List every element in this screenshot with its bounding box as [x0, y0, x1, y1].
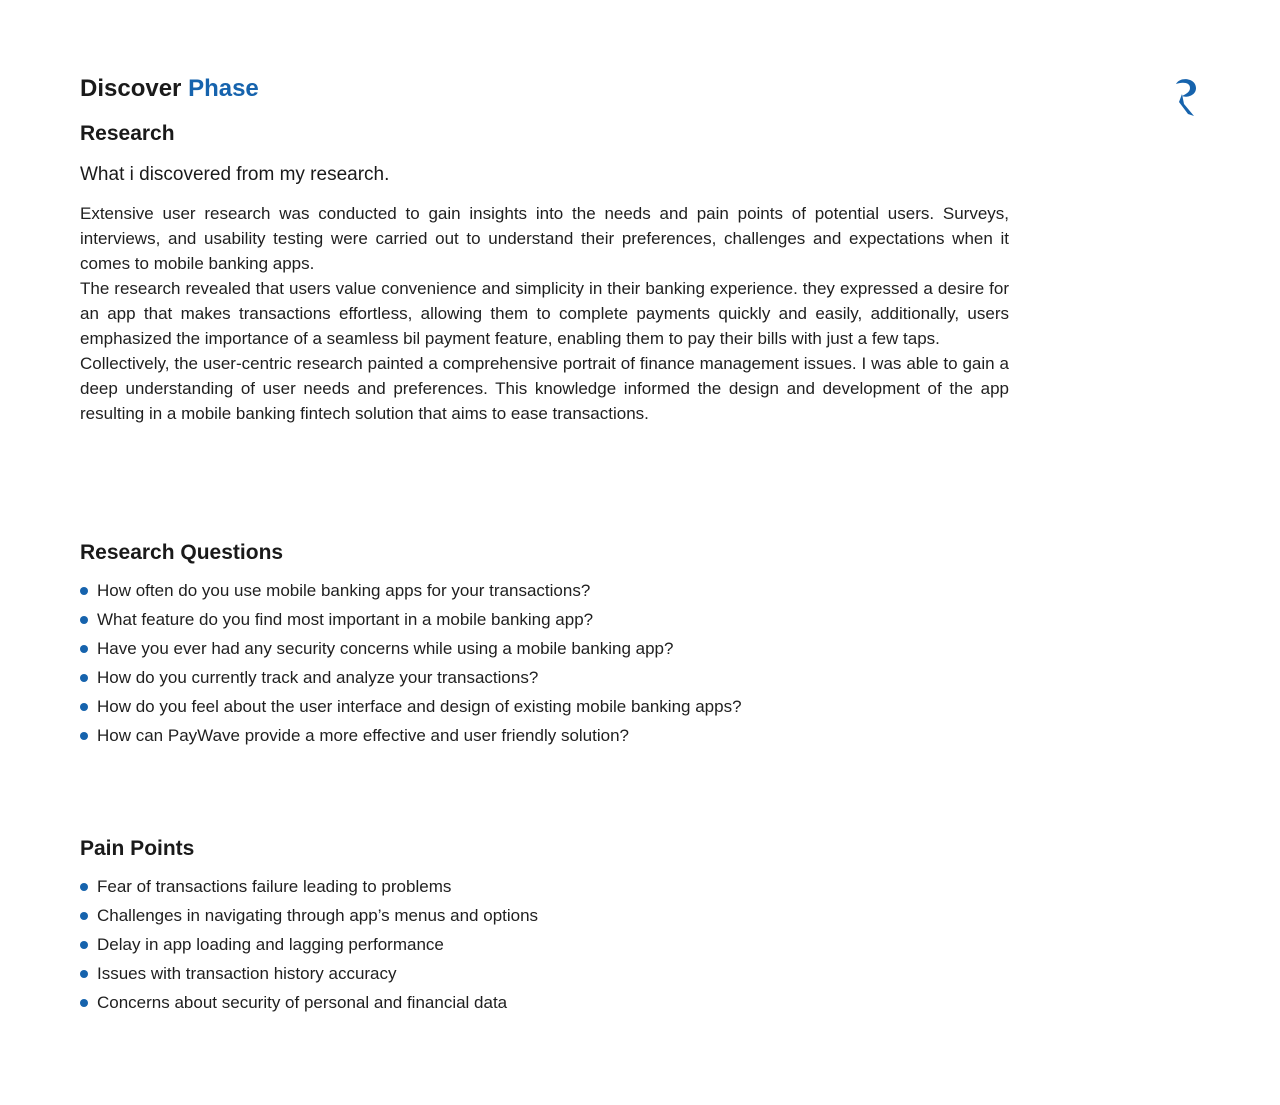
pain-points-list — [80, 872, 538, 1017]
page-title — [80, 74, 259, 104]
list-item: Fear of transactions failure leading to problems — [80, 872, 538, 901]
bullet-dot-icon — [80, 703, 88, 711]
title-accent: Phase — [188, 75, 259, 102]
research-paragraph: Collectively, the user-centric research painted a comprehensive portrait of finance management issues. I was able to gain a deep understanding of user needs and preferences. This knowledge informed the design and development of the app resulting in a mobile banking fintech solution that aims to ease transactions. — [80, 354, 1009, 423]
pain-points-heading: Pain Points — [80, 837, 195, 860]
bullet-dot-icon — [80, 674, 88, 682]
list-item: Concerns about security of personal and financial data — [80, 988, 538, 1017]
research-body — [80, 201, 1009, 426]
bullet-dot-icon — [80, 941, 88, 949]
list-item: How often do you use mobile banking apps for your transactions? — [80, 576, 742, 605]
title-main: Discover — [80, 75, 182, 102]
bullet-dot-icon — [80, 645, 88, 653]
bullet-dot-icon — [80, 587, 88, 595]
bullet-dot-icon — [80, 616, 88, 624]
list-item: How can PayWave provide a more effective and user friendly solution? — [80, 721, 742, 750]
list-item: Issues with transaction history accuracy — [80, 959, 538, 988]
list-item: Challenges in navigating through app’s menus and options — [80, 901, 538, 930]
research-subheading: What i discovered from my research. — [80, 164, 390, 185]
list-item: Have you ever had any security concerns while using a mobile banking app? — [80, 634, 742, 663]
research-questions-list — [80, 576, 742, 750]
list-item: How do you currently track and analyze your transactions? — [80, 663, 742, 692]
list-item: Delay in app loading and lagging performance — [80, 930, 538, 959]
research-heading: Research — [80, 122, 175, 145]
bullet-dot-icon — [80, 883, 88, 891]
bullet-dot-icon — [80, 732, 88, 740]
bullet-dot-icon — [80, 912, 88, 920]
research-paragraph: The research revealed that users value convenience and simplicity in their banking experience. they expressed a desire for an app that makes transactions effortless, allowing them to complete payments quickly and easily, additionally, users emphasized the importance of a seamless bil payment feature, enabling them to pay their bills with just a few taps. — [80, 279, 1009, 348]
bullet-dot-icon — [80, 970, 88, 978]
research-questions-heading: Research Questions — [80, 541, 284, 564]
research-paragraph: Extensive user research was conducted to gain insights into the needs and pain points of potential users. Surveys, interviews, and usability testing were carried out to understand their preferences, challenges and expectations when it comes to mobile banking apps. — [80, 204, 1009, 273]
list-item: What feature do you find most important in a mobile banking app? — [80, 605, 742, 634]
bullet-dot-icon — [80, 999, 88, 1007]
list-item: How do you feel about the user interface and design of existing mobile banking apps? — [80, 692, 742, 721]
paywave-logo-icon — [1170, 74, 1200, 118]
